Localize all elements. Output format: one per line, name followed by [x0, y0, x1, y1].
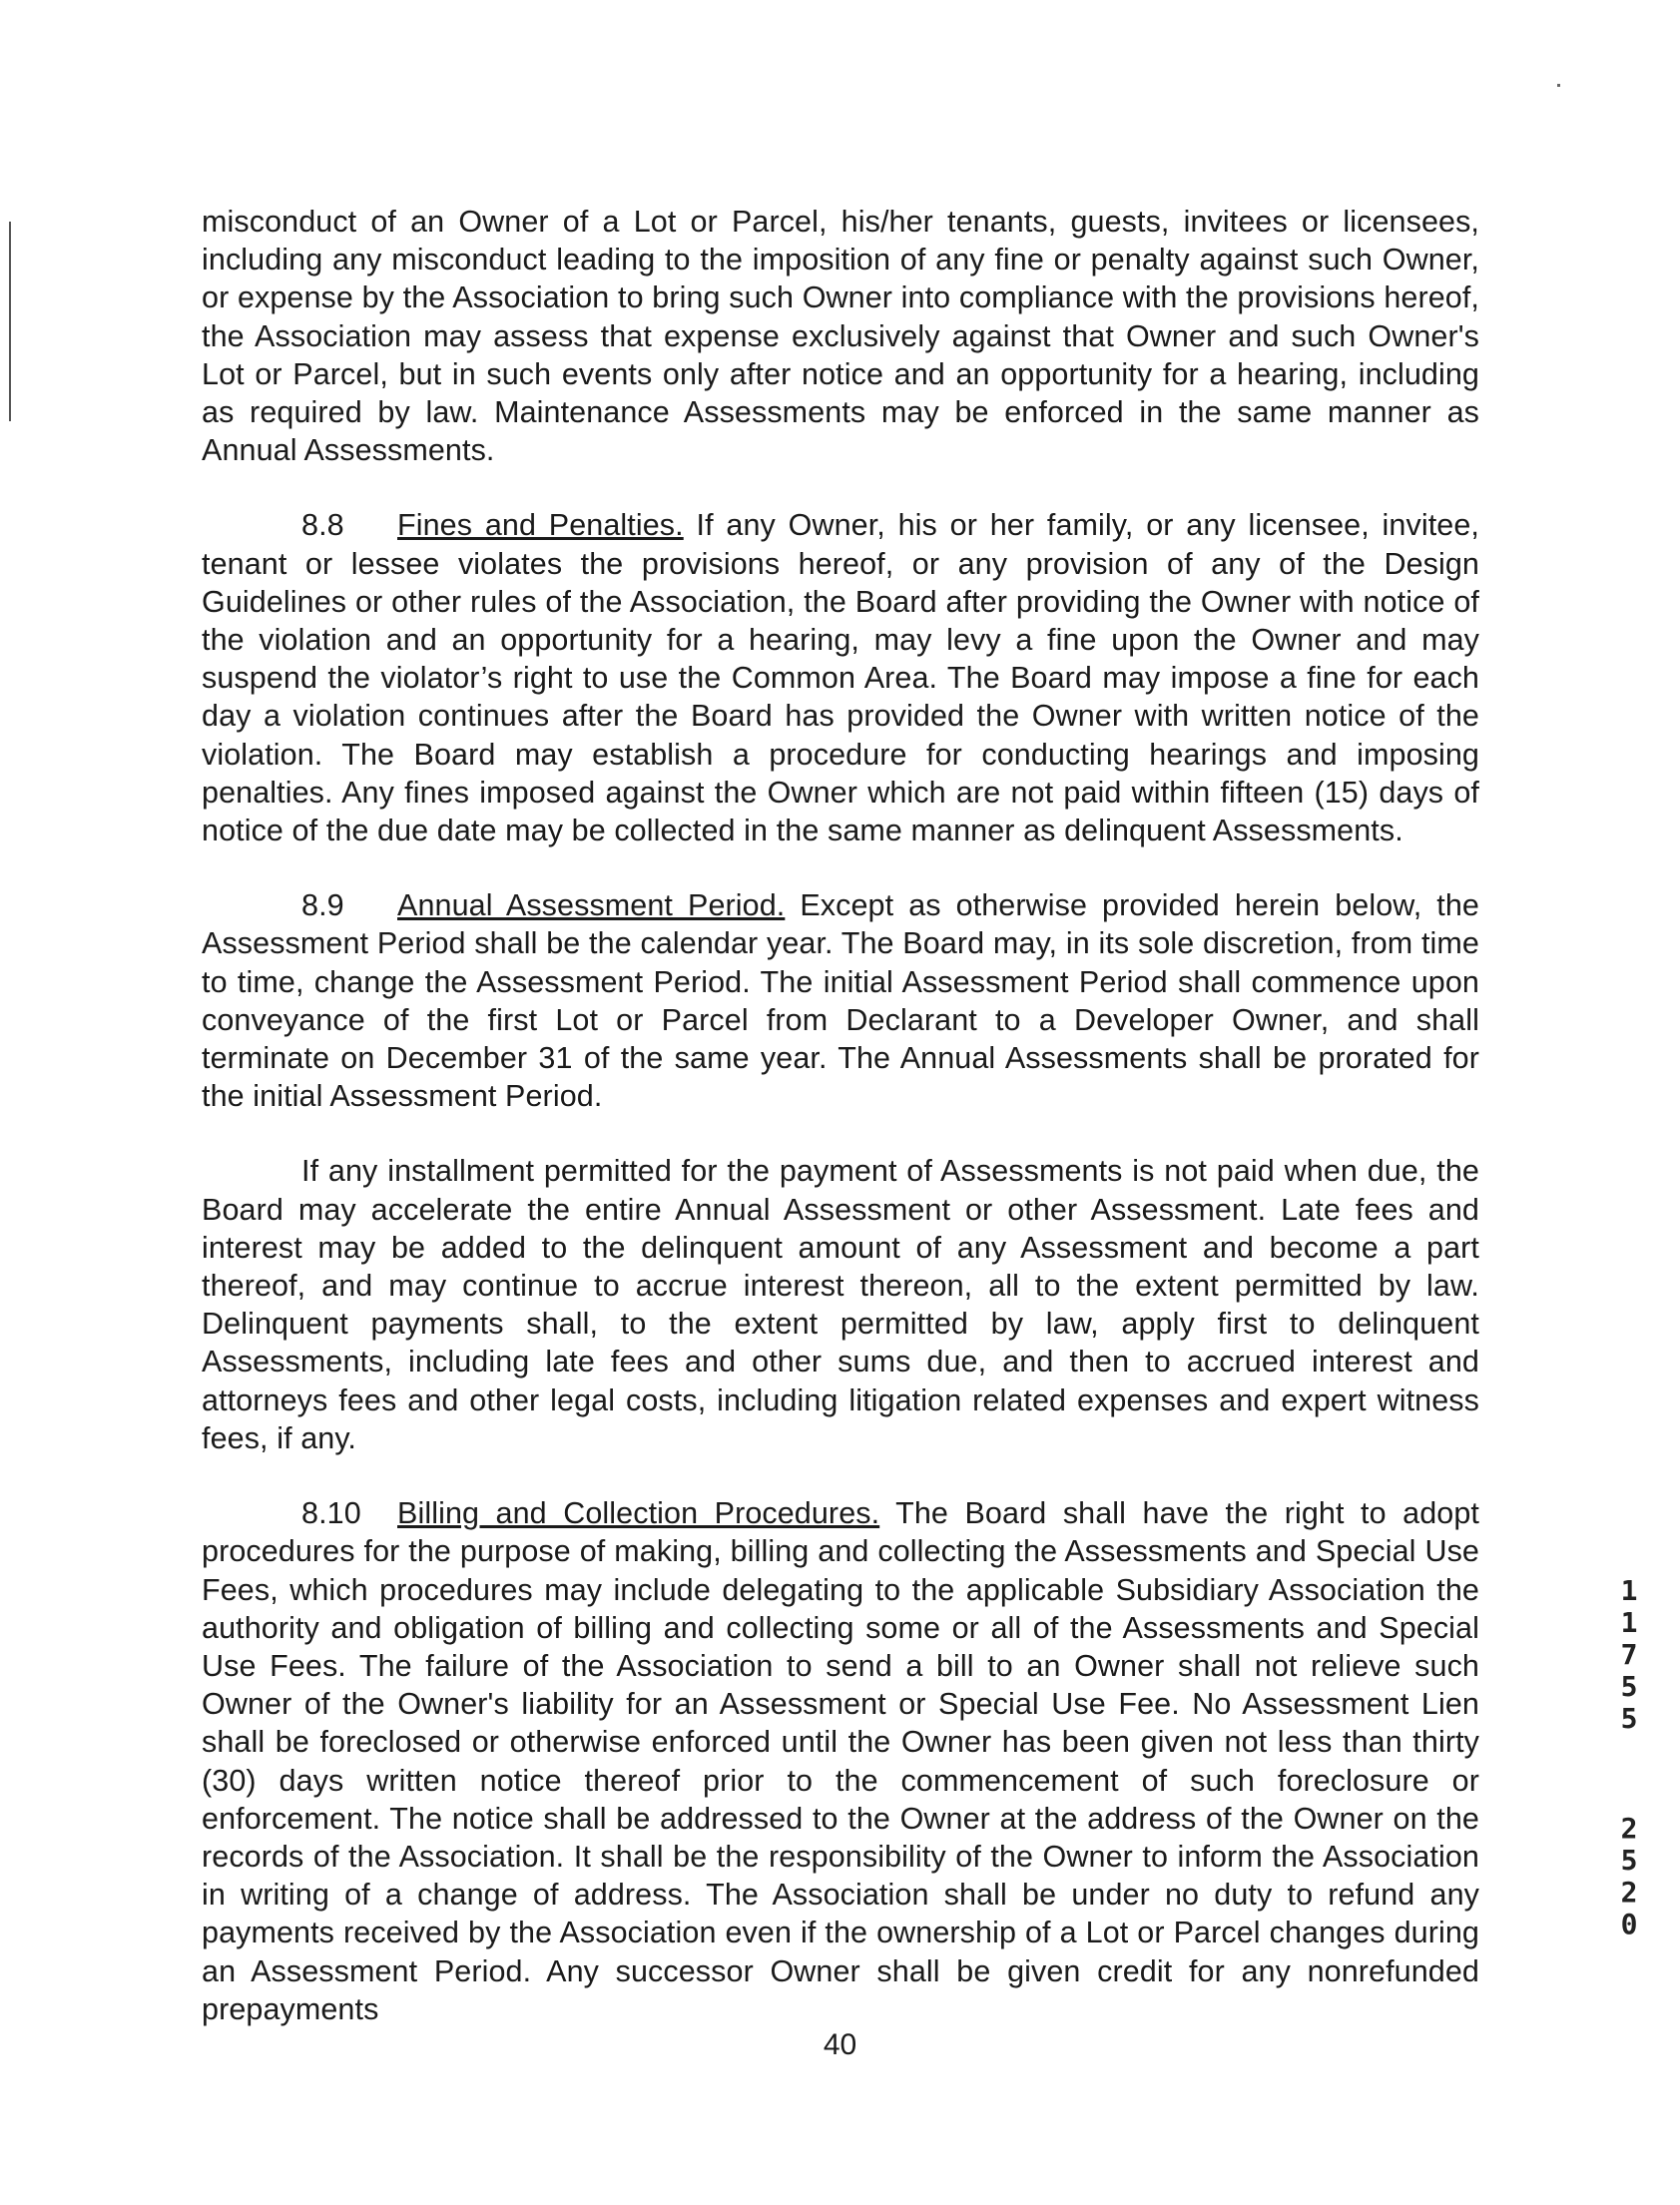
- stamp-digit: 5: [1620, 1670, 1638, 1703]
- page-number: 40: [823, 2028, 857, 2061]
- recording-stamp: [1609, 1575, 1649, 1940]
- stamp-digit: 0: [1620, 1908, 1638, 1940]
- section-number: 8.9: [301, 888, 344, 923]
- stamp-digit: 2: [1620, 1876, 1638, 1909]
- margin-mark: [9, 222, 11, 421]
- section-number: 8.8: [301, 508, 344, 543]
- stamp-digit: 2: [1620, 1812, 1638, 1845]
- stamp-digit: 1: [1620, 1606, 1638, 1639]
- stamp-digit: 1: [1620, 1574, 1638, 1607]
- section-title: Annual Assessment Period.: [397, 888, 786, 923]
- section-8-9: [202, 886, 1479, 1115]
- section-text: The Board shall have the right to adopt procedures for the purpose of making, billing and collecting the Assessments and Special Use Fees, which procedures may include delegating to the applicable Subsidiary Association the authority and obligation of billing and collecting some or all of the Assessments and Special Use Fees. The failure of the Association to send a bill to an Owner shall not relieve such Owner of the Owner's liability for an Assessment or Special Use Fee. No Assessment Lien shall be foreclosed or otherwise enforced until the Owner has been given not less than thirty (30) days written notice thereof prior to the commencement of such foreclosure or enforcement. The notice shall be addressed to the Owner at the address of the Owner on the records of the Association. It shall be the responsibility of the Owner to inform the Association in writing of a change of address. The Association shall be under no duty to refund any payments received by the Association even if the ownership of a Lot or Parcel changes during an Assessment Period. Any successor Owner shall be given credit for any nonrefunded prepayments: [202, 1496, 1479, 2026]
- body-text: [202, 203, 1479, 2065]
- scan-speck: [1557, 84, 1560, 87]
- stamp-gap: [1609, 1735, 1649, 1813]
- paragraph-installment: If any installment permitted for the payment of Assessments is not paid when due, the Board may accelerate the entire Annual Assessment or other Assessment. Late fees and interest may be added to the delinquent amount of any Assessment and become a part thereof, and may continue to accrue interest thereon, all to the extent permitted by law. Delinquent payments shall, to the extent permitted by law, apply first to delinquent Assessments, including late fees and other sums due, and then to accrued interest and attorneys fees and other legal costs, including litigation related expenses and expert witness fees, if any.: [202, 1154, 1479, 1455]
- section-8-10: [202, 1494, 1479, 2028]
- section-text: If any Owner, his or her family, or any licensee, invitee, tenant or lessee violates the provisions hereof, or any provision of any of the Design Guidelines or other rules of the Association, the Board after providing the Owner with notice of the violation and an opportunity for a hearing, may levy a fine upon the Owner and may suspend the violator’s right to use the Common Area. The Board may impose a fine for each day a violation continues after the Board has provided the Owner with written notice of the violation. The Board may establish a procedure for conducting hearings and imposing penalties. Any fines imposed against the Owner which are not paid within fifteen (15) days of notice of the due date may be collected in the same manner as delinquent Assessments.: [202, 508, 1479, 848]
- section-number: 8.10: [301, 1496, 361, 1531]
- stamp-digit: 7: [1620, 1638, 1638, 1671]
- section-text: Except as otherwise provided herein below, the Assessment Period shall be the calendar year. The Board may, in its sole discretion, from time to time, change the Assessment Period. The initial Assessment Period shall commence upon conveyance of the first Lot or Parcel from Declarant to a Developer Owner, and shall terminate on December 31 of the same year. The Annual Assessments shall be prorated for the initial Assessment Period.: [202, 888, 1479, 1114]
- section-title: Billing and Collection Procedures.: [397, 1496, 880, 1531]
- section-title: Fines and Penalties.: [397, 508, 684, 543]
- paragraph-continuation: misconduct of an Owner of a Lot or Parcel, his/her tenants, guests, invitees or licensees, including any misconduct leading to the imposition of any fine or penalty against such Owner, or expense by the Association to bring such Owner into compliance with the provisions hereof, the Association may assess that expense exclusively against that Owner and such Owner's Lot or Parcel, but in such events only after notice and an opportunity for a hearing, including as required by law. Maintenance Assessments may be enforced in the same manner as Annual Assessments.: [202, 205, 1479, 468]
- stamp-digit: 5: [1620, 1844, 1638, 1877]
- section-8-8: [202, 506, 1479, 849]
- stamp-digit: 5: [1620, 1702, 1638, 1735]
